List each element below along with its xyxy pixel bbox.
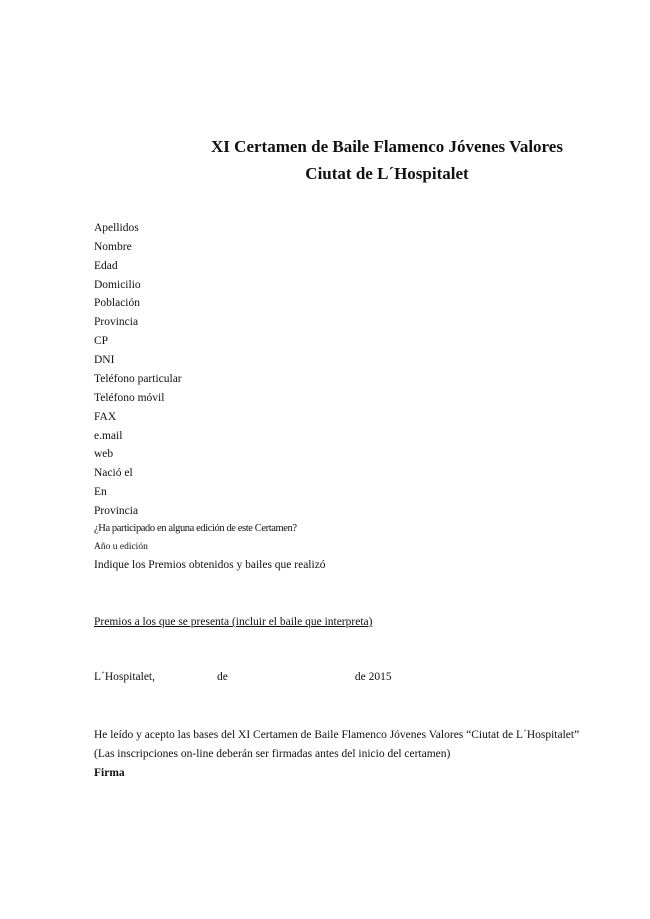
date-line <box>94 671 392 683</box>
date-blank-month <box>228 671 355 683</box>
date-place: L´Hospitalet, <box>94 671 155 683</box>
field-label-en: En <box>94 486 107 498</box>
field-label-dni: DNI <box>94 354 115 366</box>
field-label-web: web <box>94 448 114 460</box>
signature-label: Firma <box>94 767 125 779</box>
document-title: XI Certamen de Baile Flamenco Jóvenes Valores <box>211 137 563 156</box>
prizes-prompt: Indique los Premios obtenidos y bailes que realizó <box>94 559 326 571</box>
document-subtitle: Ciutat de L´Hospitalet <box>305 164 469 183</box>
field-label-poblacion: Población <box>94 297 140 309</box>
field-label-provincia: Provincia <box>94 316 139 328</box>
acceptance-statement: He leído y acepto las bases del XI Certamen de Baile Flamenco Jóvenes Valores “Ciutat de L´Hospitalet” <box>94 729 580 741</box>
field-label-edad: Edad <box>94 260 118 272</box>
field-label-domicilio: Domicilio <box>94 279 141 291</box>
date-year: de 2015 <box>354 671 392 683</box>
field-label-nacio-el: Nació el <box>94 467 133 479</box>
field-label-provincia-nacimiento: Provincia <box>94 505 139 517</box>
date-de-1: de <box>217 671 228 683</box>
year-edition-label: Año u edición <box>94 542 148 552</box>
field-label-fax: FAX <box>94 411 117 423</box>
field-label-telefono-movil: Teléfono móvil <box>94 392 165 404</box>
date-blank-day <box>155 671 217 683</box>
online-note: (Las inscripciones on-line deberán ser firmadas antes del inicio del certamen) <box>94 748 451 760</box>
awards-applying-heading: Premios a los que se presenta (incluir el baile que interpreta) <box>94 616 373 628</box>
field-label-nombre: Nombre <box>94 241 132 253</box>
field-label-telefono-particular: Teléfono particular <box>94 373 182 385</box>
field-label-email: e.mail <box>94 430 123 442</box>
field-label-apellidos: Apellidos <box>94 222 139 234</box>
participation-question: ¿Ha participado en alguna edición de este Certamen? <box>94 523 297 534</box>
field-label-cp: CP <box>94 335 109 347</box>
